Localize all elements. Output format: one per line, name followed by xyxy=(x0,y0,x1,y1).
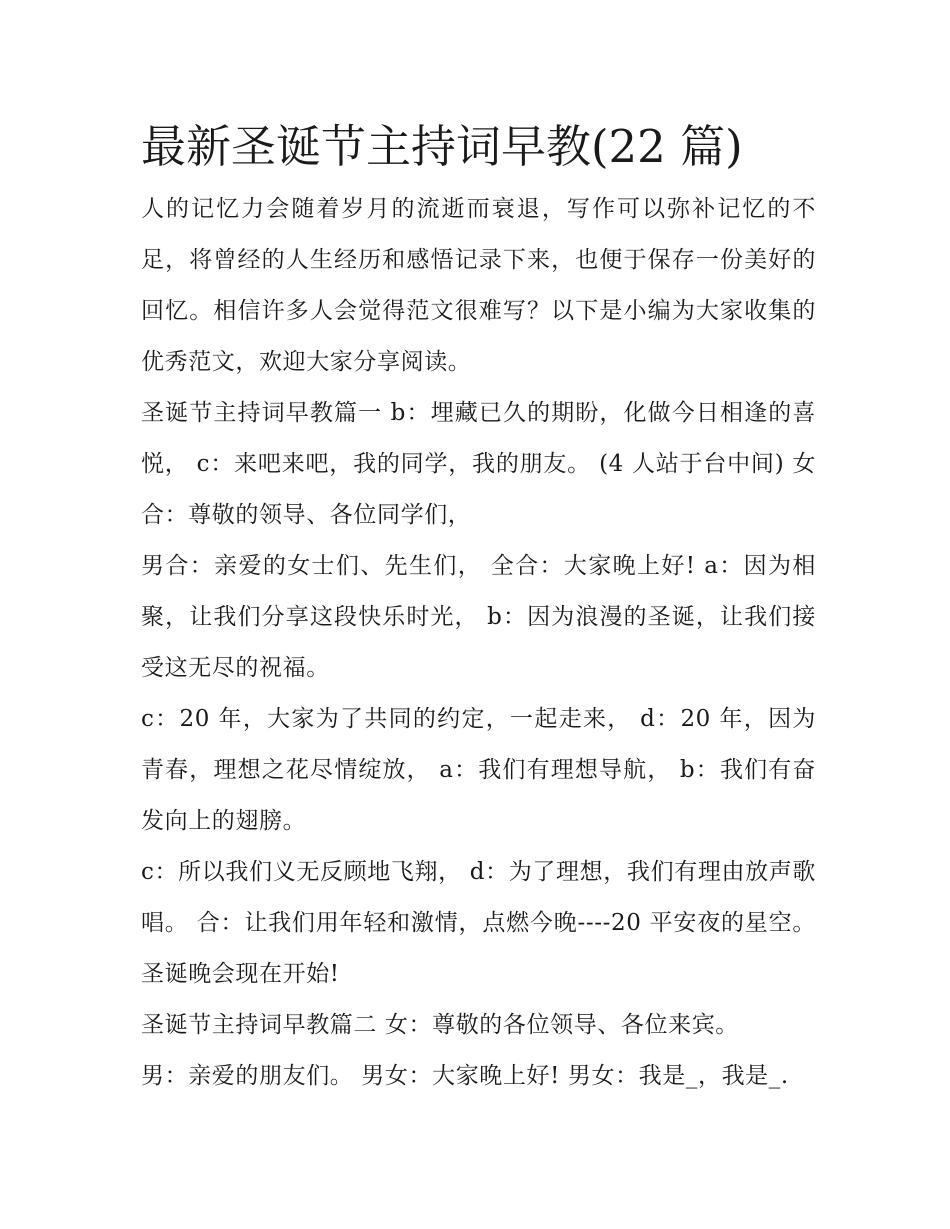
document-page xyxy=(141,112,816,1102)
paragraph-section-2-opening: 圣诞节主持词早教篇二 女：尊敬的各位领导、各位来宾。 xyxy=(141,1012,739,1038)
paragraph-greeting: 男合：亲爱的女士们、先生们， 全合：大家晚上好! a：因为相聚，让我们分享这段快乐时光， b：因为浪漫的圣诞，让我们接受这无尽的祝福。 xyxy=(141,553,816,681)
paragraph-start-gala: c：所以我们义无反顾地飞翔， d：为了理想，我们有理由放声歌唱。 合：让我们用年轻和激情，点燃今晚----20 平安夜的星空。圣诞晚会现在开始! xyxy=(141,859,816,987)
paragraph-twenty-years: c：20 年，大家为了共同的约定，一起走来， d：20 年，因为青春，理想之花尽情绽放， a：我们有理想导航， b：我们有奋发向上的翅膀。 xyxy=(141,706,816,834)
paragraph-section-2-greeting: 男：亲爱的朋友们。 男女：大家晚上好! 男女：我是_，我是_. xyxy=(141,1063,789,1089)
document-title: 最新圣诞节主持词早教(22 篇) xyxy=(141,120,743,173)
paragraph-section-1-opening: 圣诞节主持词早教篇一 b：埋藏已久的期盼，化做今日相逢的喜悦， c：来吧来吧，我的同学，我的朋友。 (4 人站于台中间) 女合：尊敬的领导、各位同学们， xyxy=(141,400,816,528)
paragraph-intro: 人的记忆力会随着岁月的流逝而衰退，写作可以弥补记忆的不足，将曾经的人生经历和感悟记录下来，也便于保存一份美好的回忆。相信许多人会觉得范文很难写？以下是小编为大家收集的优秀范文，欢迎大家分享阅读。 xyxy=(141,196,816,375)
